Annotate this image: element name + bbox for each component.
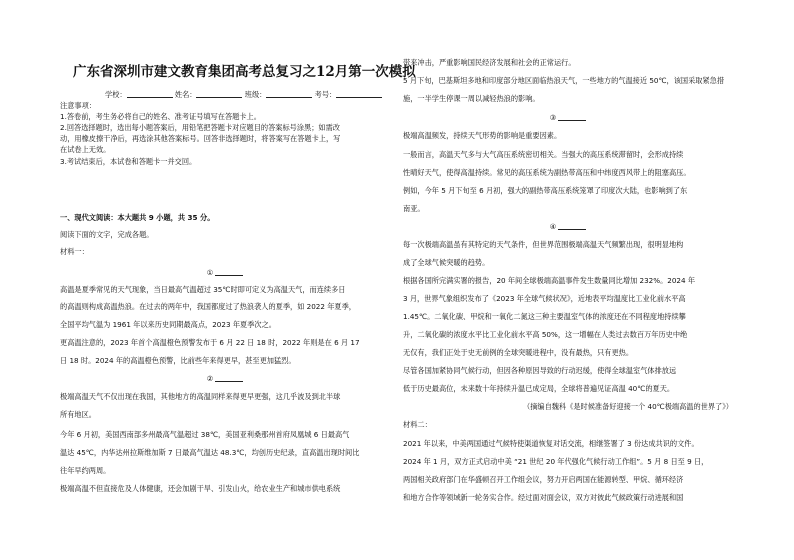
blank-3[interactable]	[558, 113, 586, 121]
paragraph-line: 往年早约两周。	[60, 466, 111, 475]
heading-marker-3: ③	[403, 113, 733, 122]
paragraph-line: 今年 6 月初，美国西南部多州最高气温超过 38℃，美国亚利桑那州首府凤凰城 6 日最高气	[60, 430, 350, 439]
paragraph-line: 一般而言，高温天气多与大气高压系统密切相关。当强大的高压系统滞留时，会形成持续	[403, 150, 684, 159]
source-citation: （摘编自魏科《是时候准备好迎接一个 40℃极端高温的世界了》）	[523, 402, 733, 411]
paragraph-line: 南亚。	[403, 204, 425, 213]
paragraph-line: 更高温注意的，2023 年首个高温橙色预警发布于 6 月 22 日 18 时，2022 年则是在 6 月 17	[60, 338, 360, 347]
paragraph-line: 两国相关政府部门在华盛顿召开工作组会议，努力开启两国在能源转型、甲烷、循环经济	[403, 475, 684, 484]
paragraph-line: 极端高温不但直接危及人体健康，还会加剧干旱、引发山火，给农业生产和城市供电系统	[60, 484, 341, 493]
paragraph-line: 带来冲击，严重影响国民经济发展和社会的正常运行。	[403, 58, 576, 67]
paragraph-line: 升，二氧化碳的浓度水平比工业化前水平高 50%，这一增幅在人类过去数百万年历史中绝	[403, 330, 688, 339]
name-blank[interactable]	[196, 90, 242, 98]
paragraph-line: 1.45℃。二氧化碳、甲烷和一氧化二氮这三种主要温室气体的浓度还在不同程度地持续攀	[403, 312, 686, 321]
paragraph-line: 的高温则构成高温热浪。在过去的两年中，我国都度过了热浪袭人的夏季，如 2022 年夏季，	[60, 302, 356, 311]
paragraph-line: 3 月，世界气象组织发布了《2023 年全球气候状况》，近地表平均温度比工业化前水平高	[403, 294, 686, 303]
notice-item: 在试卷上无效。	[60, 145, 111, 154]
paragraph-line: 低于历史最高位，未来数十年持续升温已成定局，全球将普遍见证高温 40℃的夏天。	[403, 384, 675, 393]
candidate-info-row: 学校： 姓名： 班级： 考号：	[105, 90, 382, 99]
blank-1[interactable]	[215, 268, 243, 276]
paragraph-line: 施，一半学生停课一周以减轻热浪的影响。	[403, 94, 540, 103]
paragraph-line: 2024 年 1 月，双方正式启动中美 “21 世纪 20 年代强化气候行动工作组”。5 月 8 日至 9 日，	[403, 457, 709, 466]
notice-item: 动，用橡皮擦干净后，再选涂其他答案标号。回答非选择题时，将答案写在答题卡上，写	[60, 134, 341, 143]
blank-4[interactable]	[558, 222, 586, 230]
class-blank[interactable]	[266, 90, 312, 98]
number-blank[interactable]	[336, 90, 382, 98]
paragraph-line: 5 月下旬，巴基斯坦多地和印度部分地区面临热浪天气，一些地方的气温接近 50℃，该国采取紧急措	[403, 76, 725, 85]
section-heading: 一、现代文阅读：本大题共 9 小题，共 35 分。	[60, 213, 215, 222]
heading-marker-1: ①	[60, 268, 390, 277]
blank-2[interactable]	[215, 374, 243, 382]
paragraph-line: 所有地区。	[60, 410, 96, 419]
paragraph-line: 每一次极端高温虽有其特定的天气条件，但世界范围极端高温天气频繁出现，很明显地构	[403, 240, 684, 249]
school-blank[interactable]	[127, 90, 173, 98]
material-label: 材料一：	[60, 247, 89, 256]
notice-item: 1.答卷前，考生务必将自己的姓名、准考证号填写在答题卡上。	[60, 112, 261, 121]
paragraph-line: 尽管各国加紧协同气候行动，但因各种原因导致的行动迟缓，使得全球温室气体排放远	[403, 366, 677, 375]
notice-heading: 注意事项：	[60, 101, 96, 110]
paragraph-line: 温达 45℃，内华达州拉斯维加斯 7 日最高气温达 48.3℃，均创历史纪录，直高温出现时间比	[60, 448, 360, 457]
paragraph-line: 极端高温频发，持续天气形势的影响是重要因素。	[403, 131, 562, 140]
paragraph-line: 成了全球气候突暖的趋势。	[403, 258, 490, 267]
heading-marker-4: ④	[403, 222, 733, 231]
paragraph-line: 无仅有，我们正处于史无前例的全球突暖进程中，没有最热，只有更热。	[403, 348, 634, 357]
paragraph-line: 极端高温天气不仅出现在我国，其他地方的高温同样来得更早更强，这几乎波及到北半球	[60, 392, 341, 401]
paragraph-line: 根据各国所完满实署的报告，20 年间全球极端高温事件发生数量同比增加 232%。2024 年	[403, 276, 696, 285]
notice-item: 3.考试结束后，本试卷和答题卡一并交回。	[60, 157, 197, 166]
paragraph-line: 日 18 时。2024 年的高温橙色预警，比前些年来得更早，甚至更加猛烈。	[60, 356, 296, 365]
material-label: 材料二：	[403, 420, 432, 429]
paragraph-line: 和地方合作等领域新一轮务实合作。经过面对面会议，双方对彼此气候政策行动进展和国	[403, 493, 684, 502]
paragraph-line: 全国平均气温为 1961 年以来历史同期最高点，2023 年夏季次之。	[60, 320, 276, 329]
paragraph-line: 性晴好天气，使得高温持续。常见的高压系统为副热带高压和中纬度西风带上的阻塞高压。	[403, 168, 691, 177]
page-title: 广东省深圳市建文教育集团高考总复习之12月第一次模拟	[73, 64, 416, 80]
paragraph-line: 高温是夏季常见的天气现象，当日最高气温超过 35℃时即可定义为高温天气，而连续多日	[60, 285, 346, 294]
notice-item: 2.回答选择题时，选出每小题答案后，用铅笔把答题卡对应题目的答案标号涂黑；如需改	[60, 123, 340, 132]
section-instruction: 阅读下面的文字，完成各题。	[60, 230, 154, 239]
heading-marker-2: ②	[60, 374, 390, 383]
paragraph-line: 例如，今年 5 月下旬至 6 月初，强大的副热带高压系统笼罩了印度次大陆，也影响到了东	[403, 186, 688, 195]
paragraph-line: 2021 年以来，中美两国通过气候特使渠道恢复对话交流，相继签署了 3 份达成共识的文件。	[403, 439, 699, 448]
